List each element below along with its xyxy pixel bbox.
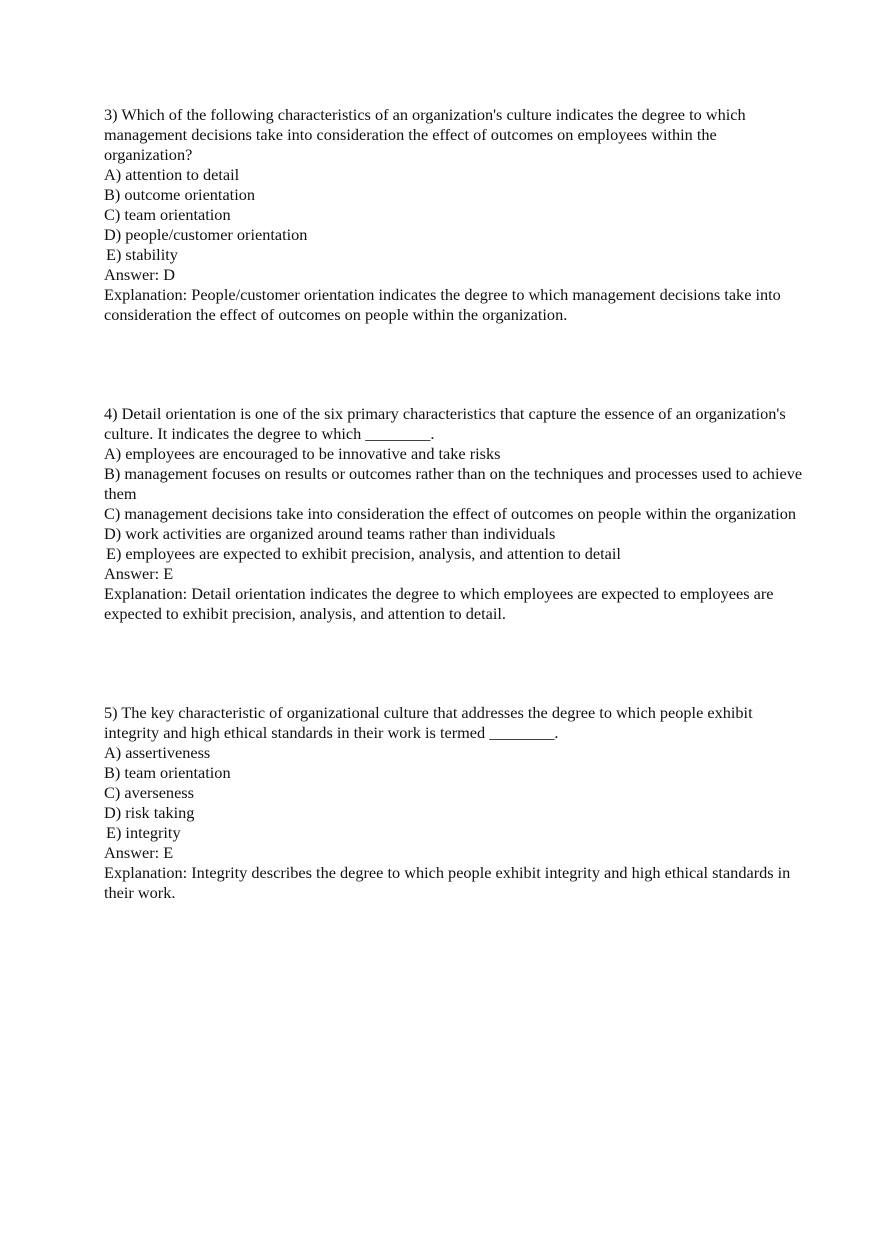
document-page (104, 105, 804, 903)
question-stem: 5) The key characteristic of organizational culture that addresses the degree to which people exhibit integrity and high ethical standards in their work is termed ________. (104, 703, 753, 742)
option-b: B) team orientation (104, 763, 231, 782)
option-d: D) risk taking (104, 803, 195, 822)
option-e: E) employees are expected to exhibit precision, analysis, and attention to detail (106, 544, 621, 563)
answer: Answer: E (104, 843, 174, 862)
explanation: Explanation: Integrity describes the degree to which people exhibit integrity and high ethical standards in their work. (104, 863, 791, 902)
option-c: C) team orientation (104, 205, 231, 224)
option-a: A) employees are encouraged to be innovative and take risks (104, 444, 501, 463)
question-5 (104, 703, 804, 903)
question-stem: 4) Detail orientation is one of the six primary characteristics that capture the essence of an organization's culture. It indicates the degree to which ________. (104, 404, 786, 443)
option-e: E) stability (106, 245, 178, 264)
explanation: Explanation: People/customer orientation indicates the degree to which management decisions take into consideration the effect of outcomes on people within the organization. (104, 285, 781, 324)
option-a: A) attention to detail (104, 165, 240, 184)
explanation: Explanation: Detail orientation indicates the degree to which employees are expected to employees are expected to exhibit precision, analysis, and attention to detail. (104, 584, 774, 623)
option-a: A) assertiveness (104, 743, 211, 762)
option-c: C) management decisions take into consideration the effect of outcomes on people within the organization (104, 504, 797, 523)
question-stem: 3) Which of the following characteristics of an organization's culture indicates the degree to which management decisions take into consideration the effect of outcomes on employees within the organization? (104, 105, 746, 164)
option-d: D) work activities are organized around teams rather than individuals (104, 524, 556, 543)
option-b: B) outcome orientation (104, 185, 256, 204)
answer: Answer: E (104, 564, 174, 583)
question-3 (104, 105, 804, 325)
answer: Answer: D (104, 265, 175, 284)
option-d: D) people/customer orientation (104, 225, 308, 244)
option-b: B) management focuses on results or outcomes rather than on the techniques and processes used to achieve them (104, 464, 803, 503)
question-4 (104, 404, 804, 624)
option-c: C) averseness (104, 783, 194, 802)
option-e: E) integrity (106, 823, 181, 842)
